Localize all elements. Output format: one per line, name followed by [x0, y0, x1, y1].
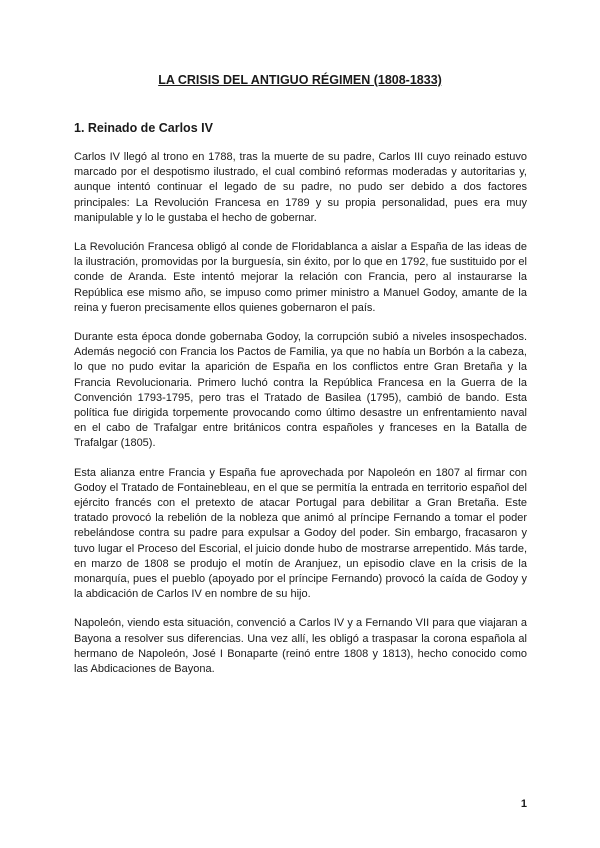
paragraph: Napoleón, viendo esta situación, convenció a Carlos IV y a Fernando VII para que viajaran a Bayona a resolver sus diferencias. Una vez allí, les obligó a traspasar la corona española al hermano de Napoleón, José I Bonaparte (reinó entre 1808 y 1813), hecho conocido como las Abdicaciones de Bayona. — [74, 617, 527, 676]
body-text — [74, 150, 527, 691]
section-heading: 1. Reinado de Carlos IV — [74, 121, 213, 135]
paragraph: Durante esta época donde gobernaba Godoy, la corrupción subió a niveles insospechados. Además negoció con Francia los Pactos de Familia, ya que no había un Borbón a la cabeza, lo que no pudo evitar la aparición de España en los conflictos entre Gran Bretaña y la Francia Revolucionaria. Primero luchó contra la República Francesa en la Guerra de la Convención 1793-1795, pero tras el Tratado de Basilea (1795), cambió de bando. Esta política fue dirigida torpemente provocando como último desastre un enfrentamiento naval en el cabo de Trafalgar entre británicos contra españoles y franceses en la Batalla de Trafalgar (1805). — [74, 331, 527, 450]
paragraph: Esta alianza entre Francia y España fue aprovechada por Napoleón en 1807 al firmar con Godoy el Tratado de Fontainebleau, en el que se permitía la entrada en territorio español del ejército francés con el pretexto de atacar Portugal para debilitar a Gran Bretaña. Este tratado provocó la rebelión de la nobleza que animó al príncipe Fernando a tomar el poder rebelándose contra su padre para expulsar a Godoy del poder. Sin embargo, fracasaron y tuvo lugar el Proceso del Escorial, el juicio donde hubo de mostrarse arrepentido. Más tarde, en marzo de 1808 se produjo el motín de Aranjuez, un episodio clave en la crisis de la monarquía, pues el pueblo (apoyado por el príncipe Fernando) provocó la caída de Godoy y la abdicación de Carlos IV en nombre de su hijo. — [74, 466, 527, 601]
paragraph: Carlos IV llegó al trono en 1788, tras la muerte de su padre, Carlos III cuyo reinado estuvo marcado por el despotismo ilustrado, el cual combinó reformas moderadas y autoritarias y, aunque intentó continuar el legado de su padre, no pudo ser debido a dos factores principales: La Revolución Francesa en 1789 y su propia personalidad, pues era muy manipulable y lo le gustaba el hecho de gobernar. — [74, 151, 527, 224]
paragraph: La Revolución Francesa obligó al conde de Floridablanca a aislar a España de las ideas de la ilustración, promovidas por la burguesía, sin éxito, por lo que en 1792, fue sustituido por el conde de Aranda. Este intentó mejorar la relación con Francia, pero al instaurarse la República ese mismo año, se impuso como primer ministro a Manuel Godoy, amante de la reina y fueron precisamente ellos quienes gobernaron el país. — [74, 241, 527, 314]
page-number: 1 — [520, 798, 527, 810]
document-title: LA CRISIS DEL ANTIGUO RÉGIMEN (1808-1833) — [158, 73, 442, 87]
